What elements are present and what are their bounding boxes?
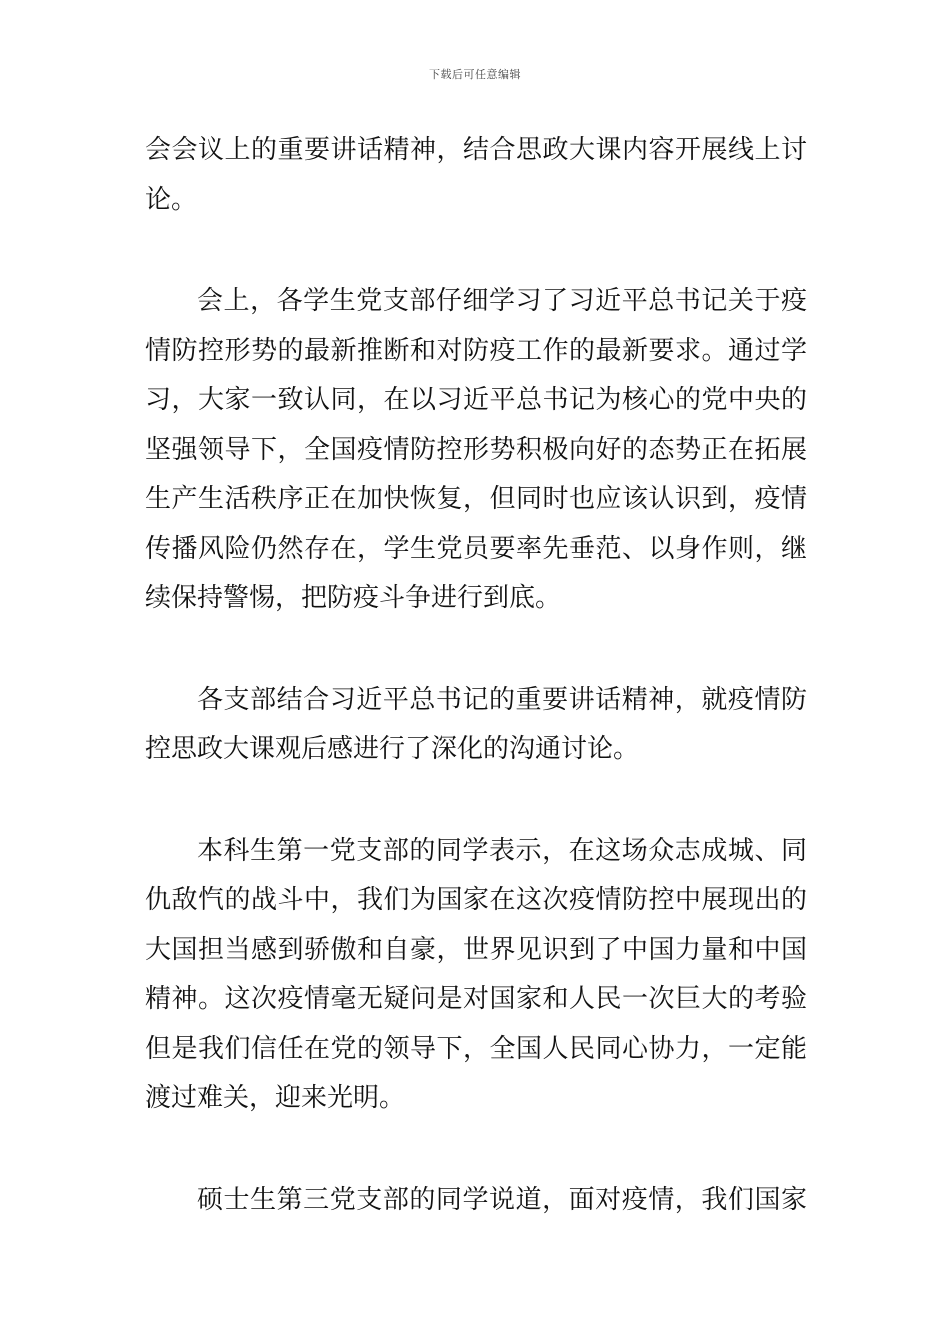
document-body [145,126,807,1225]
paragraph [145,676,807,775]
paragraph [145,126,807,225]
text-line: 控思政大课观后感进行了深化的沟通讨论。 [145,734,640,764]
text-line: 本科生第一党支部的同学表示，在这场众志成城、同 [197,835,807,866]
text-line: 仇敌忾的战斗中，我们为国家在这次疫情防控中展现出的 [145,885,807,915]
text-line: 会上，各学生党支部仔细学习了习近平总书记关于疫 [197,286,807,316]
text-line: 情防控形势的最新推断和对防疫工作的最新要求。通过学 [145,335,807,366]
text-line: 会会议上的重要讲话精神，结合思政大课内容开展线上讨 [145,135,807,165]
page-header: 下载后可任意编辑 [429,68,521,81]
paragraph [145,827,807,1124]
text-line: 续保持警惕，把防疫斗争进行到底。 [145,583,562,613]
paragraph [145,1176,807,1226]
text-line: 精神。这次疫情毫无疑问是对国家和人民一次巨大的考验 [145,984,807,1014]
text-line: 习，大家一致认同，在以习近平总书记为核心的党中央的 [145,385,807,415]
text-line: 坚强领导下，全国疫情防控形势积极向好的态势正在拓展 [145,434,807,465]
text-line: 但是我们信任在党的领导下，全国人民同心协力，一定能 [145,1033,807,1064]
paragraph [145,277,807,624]
text-line: 论。 [145,184,198,215]
text-line: 传播风险仍然存在，学生党员要率先垂范、以身作则，继 [145,533,807,564]
text-line: 大国担当感到骄傲和自豪，世界见识到了中国力量和中国 [145,934,807,965]
text-line: 渡过难关，迎来光明。 [145,1083,406,1113]
text-line: 生产生活秩序正在加快恢复，但同时也应该认识到，疫情 [145,484,807,514]
text-line: 硕士生第三党支部的同学说道，面对疫情，我们国家 [197,1184,807,1215]
text-line: 各支部结合习近平总书记的重要讲话精神，就疫情防 [197,684,807,715]
